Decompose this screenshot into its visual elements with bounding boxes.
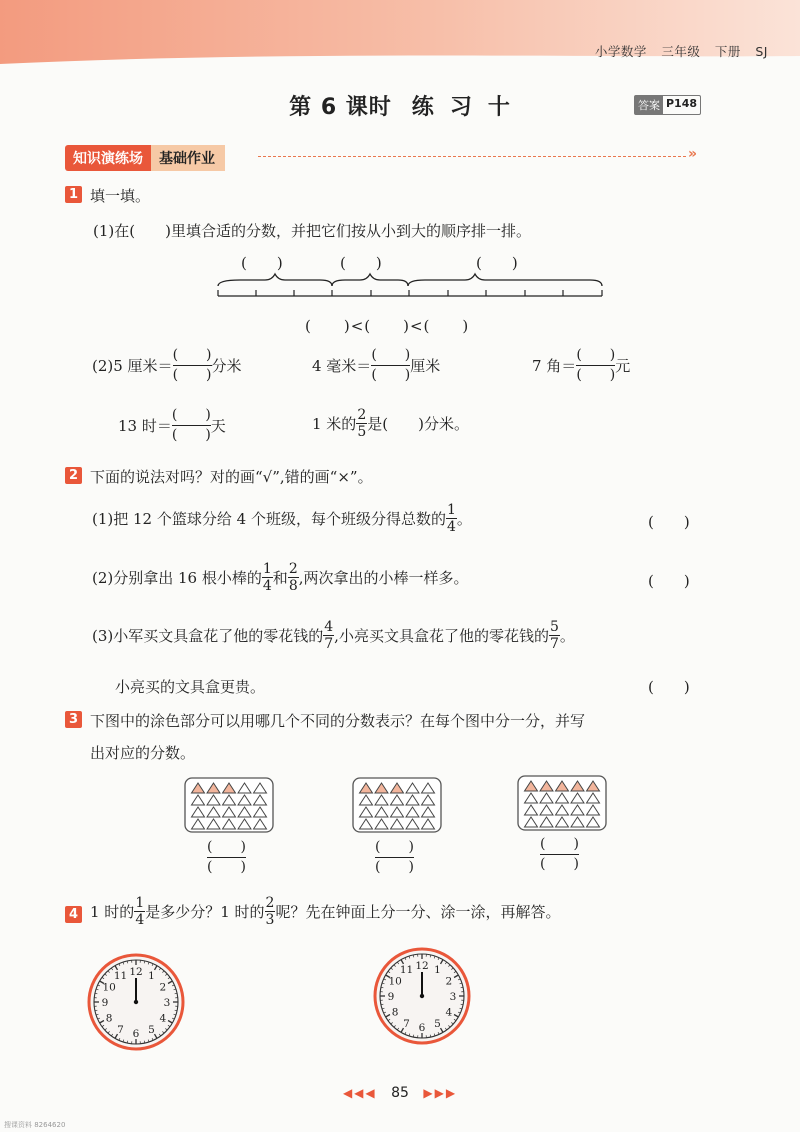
conv-meter-label: 1 米的 (312, 415, 357, 433)
fraction-numerator-blank[interactable]: ( ) (576, 348, 615, 366)
q4-text-middle: 是多少分？1 时的 (145, 903, 265, 921)
watermark: 搜课资料 8264620 (4, 1121, 66, 1129)
fraction-1-4 (262, 562, 273, 593)
question-4-text (90, 896, 560, 927)
clock-number: 6 (418, 1022, 426, 1034)
clock-number: 4 (445, 1006, 453, 1019)
section-tag (65, 145, 225, 171)
number-line (210, 272, 610, 306)
question-2-text: 下面的说法对吗？对的画“√”,错的画“×”。 (90, 468, 373, 486)
conv-unit-label: 元 (615, 357, 631, 376)
clock-number: 11 (113, 970, 128, 983)
statement-end: 。 (456, 510, 472, 528)
denominator: 4 (135, 912, 145, 928)
edition-label: SJ (755, 44, 768, 59)
clock-number: 1 (434, 964, 441, 977)
fraction-denominator-blank[interactable]: ( ) (172, 367, 212, 384)
clock-number: 9 (101, 997, 109, 1009)
fraction-denominator-blank[interactable]: ( ) (371, 367, 411, 384)
q1-part1-text: (1)在( )里填合适的分数，并把它们按从小到大的顺序排一排。 (93, 222, 531, 240)
denominator: 7 (324, 636, 334, 652)
fraction-blank[interactable] (173, 348, 212, 384)
numerator: 5 (549, 619, 559, 635)
question-3-text-line2: 出对应的分数。 (90, 744, 196, 762)
denominator: 5 (357, 424, 367, 440)
q2-answer-blank-2[interactable]: ( ) (648, 572, 690, 590)
fraction-4-7 (323, 620, 334, 651)
q1-conversion-7jiao (532, 348, 630, 384)
denominator: 4 (262, 578, 272, 594)
denominator: 7 (549, 636, 559, 652)
book-info (585, 42, 768, 60)
denominator: 8 (288, 578, 298, 594)
clock-face-2[interactable] (372, 946, 472, 1046)
fraction-1-4 (134, 896, 145, 927)
clock-center (420, 994, 424, 998)
numerator: 1 (135, 895, 145, 911)
fraction-denominator-blank[interactable]: ( ) (207, 859, 246, 876)
q1-part2-label: (2) (92, 356, 114, 375)
answer-label: 答案 (635, 96, 663, 114)
title-char-1: 练 (411, 95, 450, 120)
statement-text: (2)分别拿出 16 根小棒的 (92, 569, 262, 587)
statement-connector: 和 (272, 569, 288, 587)
clock-number: 8 (391, 1006, 399, 1019)
fraction-numerator-blank[interactable]: ( ) (207, 840, 246, 858)
term-label: 下册 (714, 44, 741, 59)
triangle-figure-2[interactable] (352, 777, 442, 833)
clock-number: 5 (148, 1023, 155, 1036)
conv-7jiao-label: 7 角＝ (532, 357, 577, 376)
next-arrows-icon: ▶▶▶ (423, 1086, 458, 1100)
conv-4mm-label: 4 毫米＝ (312, 357, 372, 376)
fraction-denominator-blank[interactable]: ( ) (171, 427, 211, 444)
fraction-denominator-blank[interactable]: ( ) (576, 367, 616, 384)
numerator: 1 (446, 502, 456, 518)
clock-number: 12 (415, 960, 429, 972)
clock-number: 6 (132, 1028, 140, 1040)
page-footer (0, 1085, 800, 1101)
q1-order-answer[interactable]: ( )<( )<( ) (305, 317, 470, 335)
clock-number: 1 (148, 970, 155, 983)
fraction-numerator-blank[interactable]: ( ) (540, 837, 579, 855)
title-char-3: 十 (487, 95, 511, 120)
q2-answer-blank-1[interactable]: ( ) (648, 513, 690, 531)
statement-end: ,两次拿出的小棒一样多。 (298, 569, 469, 587)
section-divider (258, 156, 686, 157)
clock-number: 5 (434, 1017, 441, 1030)
conv-5cm-label: 5 厘米＝ (113, 357, 173, 376)
clock-number: 9 (387, 991, 395, 1003)
fraction-numerator-blank[interactable]: ( ) (173, 348, 212, 366)
title-char-2: 习 (449, 95, 488, 120)
clock-face-1[interactable] (86, 952, 186, 1052)
statement-text: (3)小军买文具盒花了他的零花钱的 (92, 627, 324, 645)
clock-number: 3 (163, 997, 171, 1009)
q2-statement-1 (92, 503, 472, 534)
denominator: 3 (265, 912, 275, 928)
question-2-badge: 2 (65, 467, 82, 484)
conv-meter-tail[interactable]: 是( )分米。 (367, 415, 469, 433)
statement-middle: ,小亮买文具盒花了他的零花钱的 (334, 627, 549, 645)
question-3-text-line1: 下图中的涂色部分可以用哪几个不同的分数表示？在每个图中分一分，并写 (90, 712, 586, 730)
fraction-denominator-blank[interactable]: ( ) (375, 859, 414, 876)
clock-number: 12 (129, 966, 143, 978)
question-1-badge: 1 (65, 186, 82, 203)
q3-fraction-blank-2[interactable] (375, 840, 414, 876)
question-4-badge: 4 (65, 906, 82, 923)
q1-conversion-13h (118, 408, 226, 444)
numberline-blank-2[interactable]: ( ) (340, 254, 382, 272)
clock-number: 10 (102, 981, 116, 994)
q1-conversion-4mm (312, 348, 440, 384)
numerator: 4 (324, 619, 334, 635)
prev-arrows-icon: ◀◀◀ (342, 1086, 377, 1100)
q3-fraction-blank-3[interactable] (540, 837, 579, 873)
q2-answer-blank-3[interactable]: ( ) (648, 678, 690, 696)
double-chevron-icon: » (688, 146, 698, 162)
fraction-blank[interactable] (371, 348, 410, 384)
clock-number: 7 (117, 1023, 124, 1036)
q2-statement-3 (92, 620, 575, 651)
page-number: 85 (391, 1085, 409, 1101)
fraction-2-8 (288, 562, 299, 593)
numerator: 2 (288, 561, 298, 577)
q3-fraction-blank-1[interactable] (207, 840, 246, 876)
fraction-numerator-blank[interactable]: ( ) (371, 348, 410, 366)
clock-number: 7 (403, 1017, 410, 1030)
triangle-figure-3[interactable] (517, 775, 607, 831)
numerator: 2 (357, 407, 367, 423)
conv-unit-label: 分米 (211, 357, 242, 376)
fraction-5-7 (549, 620, 560, 651)
subject-label: 小学数学 (594, 44, 647, 59)
fraction-2-5 (356, 408, 367, 439)
q1-conversion-row-1 (92, 348, 242, 384)
q4-text-end: 呢？先在钟面上分一分、涂一涂，再解答。 (275, 903, 561, 921)
answer-reference (634, 95, 701, 115)
fraction-blank[interactable] (172, 408, 211, 444)
fraction-numerator-blank[interactable]: ( ) (172, 408, 211, 426)
q2-statement-3-cont: 小亮买的文具盒更贵。 (115, 678, 266, 696)
clock-center (134, 1000, 138, 1004)
fraction-2-3 (265, 896, 276, 927)
q1-conversion-meter (312, 408, 469, 439)
question-1-text: 填一填。 (90, 187, 151, 205)
fraction-1-4 (446, 503, 457, 534)
numberline-blank-3[interactable]: ( ) (476, 254, 518, 272)
q2-statement-2 (92, 562, 469, 593)
section-tag-main: 知识演练场 (65, 145, 151, 171)
clock-number: 11 (399, 964, 414, 977)
statement-text: (1)把 12 个篮球分给 4 个班级，每个班级分得总数的 (92, 510, 446, 528)
numerator: 1 (262, 561, 272, 577)
answer-page: P148 (666, 97, 698, 110)
clock-number: 10 (388, 975, 402, 988)
question-3-badge: 3 (65, 711, 82, 728)
numberline-blank-1[interactable]: ( ) (241, 254, 283, 272)
clock-number: 3 (449, 991, 457, 1003)
fraction-numerator-blank[interactable]: ( ) (375, 840, 414, 858)
statement-end: 。 (559, 627, 575, 645)
conv-unit-label: 天 (210, 417, 226, 436)
section-tag-sub: 基础作业 (151, 145, 225, 171)
numerator: 2 (265, 895, 275, 911)
fraction-blank[interactable] (576, 348, 615, 384)
clock-number: 4 (159, 1012, 167, 1025)
lesson-number: 第 6 课时 (289, 95, 392, 120)
clock-number: 8 (105, 1012, 113, 1025)
conv-unit-label: 厘米 (410, 357, 441, 376)
denominator: 4 (446, 519, 456, 535)
fraction-denominator-blank[interactable]: ( ) (540, 856, 579, 873)
grade-label: 三年级 (661, 44, 701, 59)
clock-number: 2 (159, 981, 167, 994)
conv-13h-label: 13 时＝ (118, 417, 172, 436)
clock-number: 2 (445, 975, 453, 988)
q4-text-start: 1 时的 (90, 903, 135, 921)
triangle-figure-1[interactable] (184, 777, 274, 833)
